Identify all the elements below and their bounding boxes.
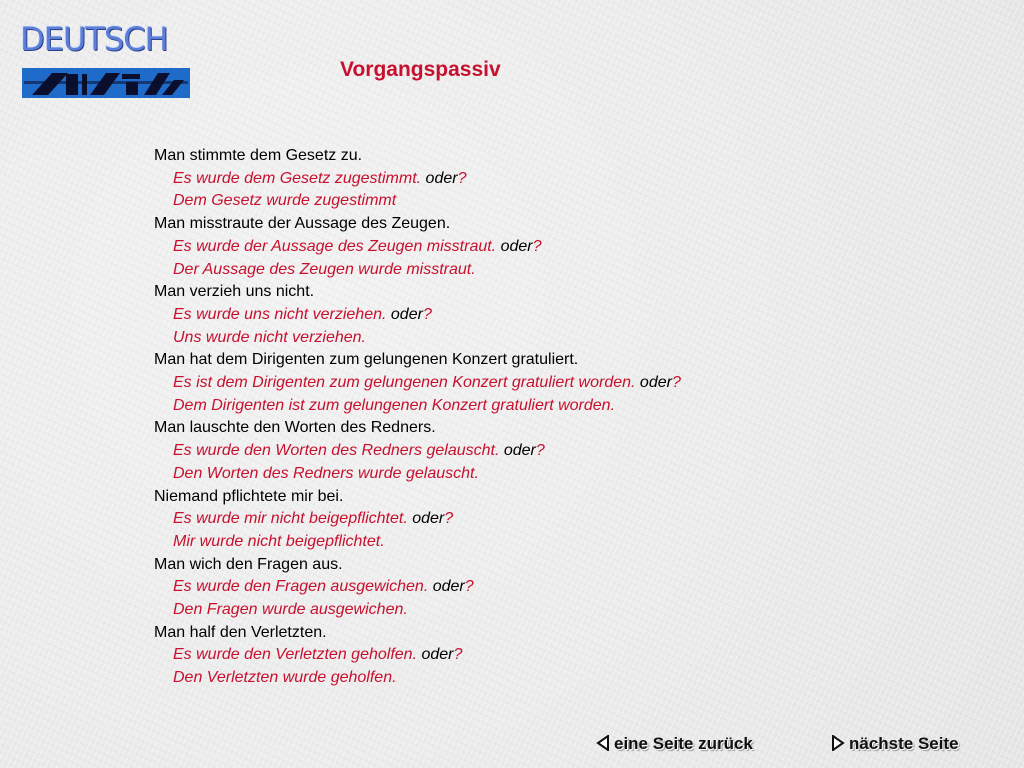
question-mark: ? <box>535 442 545 460</box>
question-mark: ? <box>464 578 474 596</box>
active-sentence: Man hat dem Dirigenten zum gelungenen Konzert gratuliert. <box>154 351 579 369</box>
oder-connector: oder <box>639 374 672 392</box>
oder-connector: oder <box>421 646 454 664</box>
passive-variant-line <box>154 508 914 531</box>
previous-page-label: eine Seite zurück <box>614 734 753 753</box>
question-mark: ? <box>453 646 463 664</box>
passive-sentence-alternative: Mir wurde nicht beigepflichtet. <box>173 532 385 550</box>
passive-sentence-alternative: Den Verletzten wurde geholfen. <box>173 669 397 687</box>
triangle-left-icon <box>596 735 610 751</box>
passive-sentence-es: Es wurde den Verletzten geholfen. <box>173 646 418 664</box>
passive-sentence-es: Es wurde uns nicht verziehen. <box>173 305 387 323</box>
examples-list <box>154 145 914 690</box>
question-mark: ? <box>444 510 454 528</box>
passive-variant-line <box>154 236 914 259</box>
oder-connector: oder <box>390 305 423 323</box>
passive-sentence-alternative: Dem Gesetz wurde zugestimmt <box>173 192 397 210</box>
passive-variant-line <box>154 372 914 395</box>
next-page-label: nächste Seite <box>849 734 959 753</box>
triangle-right-icon <box>831 735 845 751</box>
passive-sentence-alternative: Der Aussage des Zeugen wurde misstraut. <box>173 260 476 278</box>
passive-sentence-es: Es ist dem Dirigenten zum gelungenen Konzert gratuliert worden. <box>173 374 636 392</box>
question-mark: ? <box>671 374 681 392</box>
passive-sentence-es: Es wurde den Worten des Redners gelauscht. <box>173 442 500 460</box>
passive-sentence-es: Es wurde dem Gesetz zugestimmt. <box>173 169 422 187</box>
active-sentence: Man stimmte dem Gesetz zu. <box>154 147 363 164</box>
passive-sentence-alternative: Den Worten des Redners wurde gelauscht. <box>173 464 479 482</box>
active-sentence: Man misstraute der Aussage des Zeugen. <box>154 215 451 233</box>
passive-variant-line <box>154 440 914 463</box>
passive-variant-line <box>154 576 914 599</box>
oder-connector: oder <box>425 169 458 187</box>
passive-sentence-es: Es wurde den Fragen ausgewichen. <box>173 578 429 596</box>
question-mark: ? <box>457 169 467 187</box>
question-mark: ? <box>532 237 542 255</box>
logo-title: DEUTSCH <box>20 20 168 58</box>
passive-sentence-alternative: Den Fragen wurde ausgewichen. <box>173 601 408 619</box>
page-title: Vorgangspassiv <box>340 58 501 81</box>
passive-sentence-es: Es wurde mir nicht beigepflichtet. <box>173 510 408 528</box>
question-mark: ? <box>422 305 432 323</box>
passive-sentence-es: Es wurde der Aussage des Zeugen misstraut. <box>173 237 497 255</box>
active-sentence: Man verzieh uns nicht. <box>154 283 315 301</box>
active-sentence: Man lauschte den Worten des Redners. <box>154 419 436 437</box>
passive-variant-line <box>154 168 914 191</box>
active-sentence: Niemand pflichtete mir bei. <box>154 487 344 505</box>
active-sentence: Man half den Verletzten. <box>154 623 327 641</box>
oder-connector: oder <box>503 442 536 460</box>
passive-sentence-alternative: Uns wurde nicht verziehen. <box>173 328 366 346</box>
passive-variant-line <box>154 644 914 667</box>
logo-band <box>22 68 190 98</box>
logo-emblem-graphic <box>22 68 190 98</box>
next-page-button[interactable] <box>831 734 959 754</box>
logo <box>20 20 192 102</box>
oder-connector: oder <box>432 578 465 596</box>
passive-variant-line <box>154 304 914 327</box>
oder-connector: oder <box>500 237 533 255</box>
active-sentence: Man wich den Fragen aus. <box>154 555 343 573</box>
previous-page-button[interactable] <box>596 734 753 754</box>
oder-connector: oder <box>412 510 445 528</box>
passive-sentence-alternative: Dem Dirigenten ist zum gelungenen Konzert gratuliert worden. <box>173 396 616 414</box>
